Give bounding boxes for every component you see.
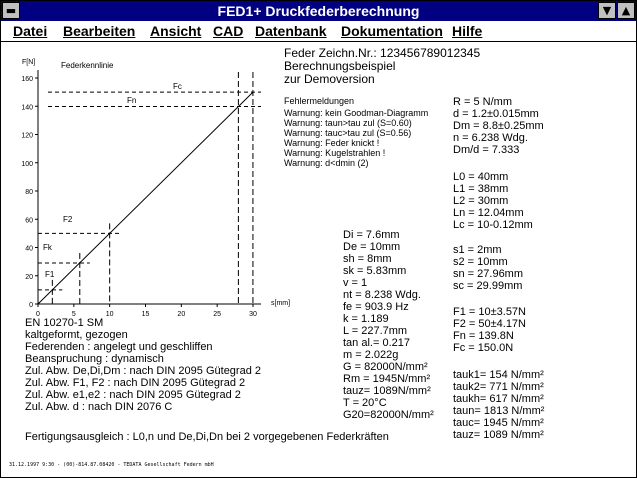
error-item: Warnung: Feder knickt ! [284, 138, 380, 148]
menu-bearbeiten[interactable]: Bearbeiten [63, 23, 136, 39]
label-f2: F2 [63, 215, 73, 224]
value-line: L0 = 40mm [453, 171, 509, 183]
x-tick-label: 20 [177, 311, 186, 318]
error-item: Warnung: taun>tau zul (S=0.60) [284, 118, 412, 128]
maximize-button[interactable]: ▲ [617, 2, 635, 19]
y-tick-label: 80 [25, 189, 33, 196]
value-line: tan al.= 0.217 [343, 337, 410, 349]
value-line: sk = 5.83mm [343, 265, 407, 277]
spring-basic-values [453, 96, 544, 156]
value-line: taukh= 617 N/mm² [453, 393, 544, 405]
info-line: Zul. Abw. De,Di,Dm : nach DIN 2095 Gütegrad 2 [25, 365, 262, 377]
value-line: k = 1.189 [343, 313, 389, 325]
spring-travel-values [453, 244, 523, 292]
chart-title: Federkennlinie [61, 61, 114, 70]
footer-text: 31.12.1997 9:30 - (00)-814.87.08420 - TEDATA Gesellschaft Federn mbH [9, 462, 214, 468]
spring-detail-values [343, 229, 434, 421]
value-line: tauk2= 771 N/mm² [453, 381, 544, 393]
menu-dokumentation[interactable]: Dokumentation [341, 23, 443, 39]
label-fc: Fc [173, 82, 182, 91]
menu-hilfe[interactable]: Hilfe [452, 23, 483, 39]
value-line: Di = 7.6mm [343, 229, 400, 241]
label-fn: Fn [127, 96, 137, 105]
value-line: L2 = 30mm [453, 195, 509, 207]
y-tick-label: 100 [21, 160, 33, 168]
y-axis-label: F[N] [22, 59, 36, 66]
x-tick-label: 30 [249, 311, 257, 318]
value-line: v = 1 [343, 277, 368, 289]
value-line: L = 227.7mm [343, 325, 408, 337]
value-line: tauz= 1089N/mm² [343, 385, 431, 397]
spring-stress-values [453, 369, 544, 441]
window-title: FED1+ Druckfederberechnung [217, 3, 420, 19]
value-line: tauz= 1089 N/mm² [453, 429, 544, 441]
y-tick-label: 160 [21, 76, 33, 83]
value-line: L1 = 38mm [453, 183, 509, 195]
spring-length-values [453, 171, 533, 231]
label-f1: F1 [45, 270, 55, 279]
info-line: EN 10270-1 SM [25, 317, 104, 329]
x-tick-label: 10 [105, 311, 114, 318]
demo-version-label: zur Demoversion [284, 72, 375, 86]
x-axis-label: s[mm] [271, 300, 291, 307]
value-line: s2 = 10mm [453, 256, 508, 268]
error-item: Warnung: tauc>tau zul (S=0.56) [284, 128, 412, 138]
value-line: Dm/d = 7.333 [453, 144, 520, 156]
y-tick-label: 120 [21, 132, 33, 140]
error-item: Warnung: d<dmin (2) [284, 158, 369, 168]
value-line: G = 82000N/mm² [343, 361, 428, 373]
error-item: Warnung: Kugelstrahlen ! [284, 148, 386, 158]
error-list [284, 108, 428, 168]
menu-ansicht[interactable]: Ansicht [150, 23, 202, 39]
error-item: Warnung: kein Goodman-Diagramm [284, 108, 429, 118]
value-line: nt = 8.238 Wdg. [343, 289, 421, 301]
drawing-number: Feder Zeichn.Nr.: 123456789012345 [284, 46, 481, 60]
value-line: sh = 8mm [343, 253, 392, 265]
y-tick-label: 0 [29, 302, 33, 309]
info-line: Zul. Abw. d : nach DIN 2076 C [25, 401, 173, 413]
menu-cad[interactable]: CAD [213, 23, 244, 39]
value-line: F1 = 10±3.57N [453, 306, 526, 318]
value-line: T = 20°C [343, 397, 387, 409]
info-line: Zul. Abw. F1, F2 : nach DIN 2095 Gütegrad 2 [25, 377, 246, 389]
spring-force-values [453, 306, 526, 354]
value-line: Dm = 8.8±0.25mm [453, 120, 544, 132]
value-line: Ln = 12.04mm [453, 207, 524, 219]
federkennlinie-chart [1, 41, 301, 321]
y-tick-label: 40 [25, 245, 33, 253]
value-line: Lc = 10-0.12mm [453, 219, 533, 231]
value-line: G20=82000N/mm² [343, 409, 434, 421]
error-list-title: Fehlermeldungen [284, 96, 355, 106]
value-line: n = 6.238 Wdg. [453, 132, 528, 144]
menu-datei[interactable]: Datei [13, 23, 48, 39]
info-line: Beanspruchung : dynamisch [25, 353, 164, 365]
spring-characteristic-line [38, 92, 253, 304]
x-tick-label: 15 [141, 311, 150, 318]
value-line: d = 1.2±0.015mm [453, 108, 539, 120]
value-line: De = 10mm [343, 241, 401, 253]
value-line: m = 2.022g [343, 349, 399, 361]
value-line: sc = 29.99mm [453, 280, 523, 292]
value-line: Rm = 1945N/mm² [343, 373, 431, 385]
y-tick-label: 140 [21, 104, 33, 112]
info-line: Federenden : angelegt und geschliffen [25, 341, 213, 353]
value-line: taun= 1813 N/mm² [453, 405, 545, 417]
value-line: F2 = 50±4.17N [453, 318, 526, 330]
value-line: Fn = 139.8N [453, 330, 514, 342]
minimize-button[interactable]: ▼ [598, 2, 616, 19]
x-tick-label: 5 [71, 311, 76, 318]
value-line: tauc= 1945 N/mm² [453, 417, 544, 429]
value-line: tauk1= 154 N/mm² [453, 369, 544, 381]
value-line: sn = 27.96mm [453, 268, 524, 280]
title-bar [1, 1, 636, 21]
material-info [25, 317, 261, 413]
info-line: Zul. Abw. e1,e2 : nach DIN 2095 Gütegrad 2 [25, 389, 241, 401]
y-tick-label: 60 [25, 217, 33, 225]
value-line: s1 = 2mm [453, 244, 502, 256]
menu-bar [1, 21, 636, 42]
menu-datenbank[interactable]: Datenbank [255, 23, 327, 39]
x-tick-label: 25 [213, 311, 222, 318]
label-fk: Fk [43, 243, 52, 252]
info-line: kaltgeformt, gezogen [25, 329, 128, 341]
value-line: fe = 903.9 Hz [343, 301, 409, 313]
value-line: R = 5 N/mm [453, 96, 512, 108]
x-tick-label: 0 [36, 311, 40, 318]
value-line: Fc = 150.0N [453, 342, 514, 354]
fertigung-note: Fertigungsausgleich : L0,n und De,Di,Dn bei 2 vorgegebenen Federkräften [25, 431, 389, 443]
y-tick-label: 20 [25, 273, 33, 281]
calc-example-label: Berechnungsbeispiel [284, 59, 396, 73]
system-menu-button[interactable]: ▬ [2, 2, 20, 19]
